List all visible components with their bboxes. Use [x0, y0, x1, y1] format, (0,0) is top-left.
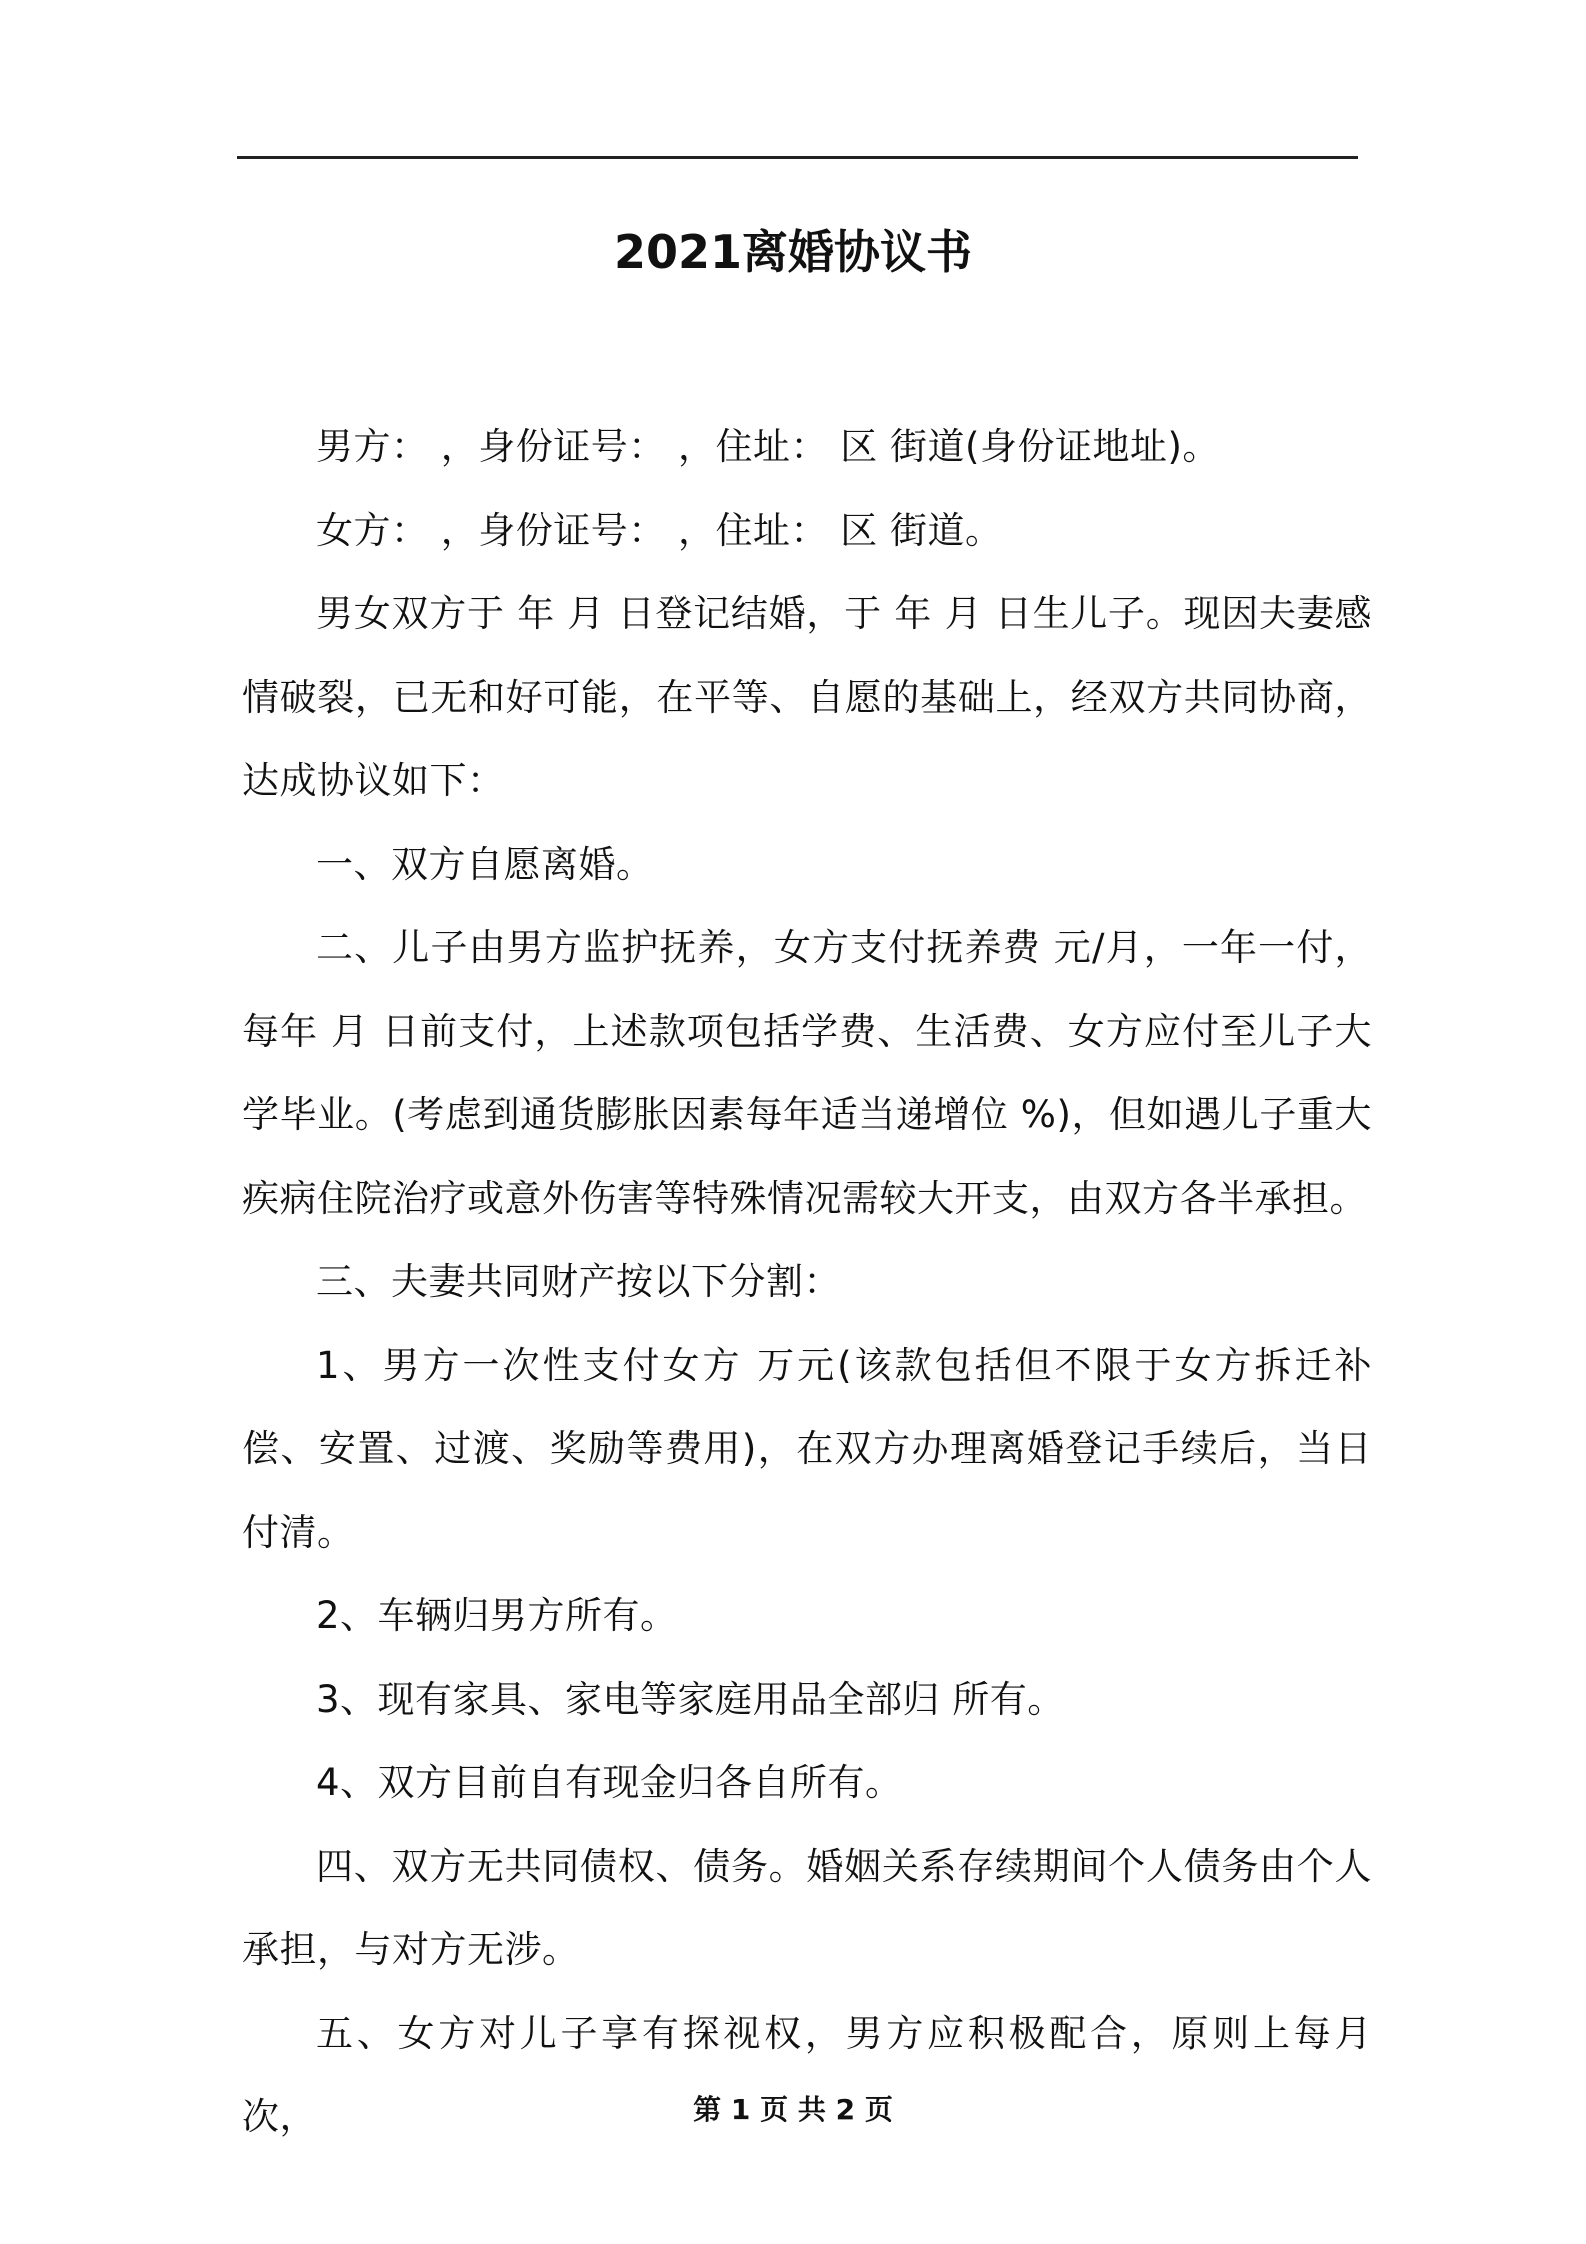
header-rule: [237, 156, 1358, 159]
clause-3-item-2: 2、车辆归男方所有。: [316, 1594, 678, 1637]
clause-3-item-4: 4、双方目前自有现金归各自所有。: [316, 1761, 903, 1804]
clause-3-item-1: 1、男方一次性支付女方 万元(该款包括但不限于女方拆迁补偿、安置、过渡、奖励等费用)，在双方办理离婚登记手续后，当日付清。: [242, 1343, 1372, 1554]
clause-5: 五、女方对儿子享有探视权，男方应积极配合，原则上每月 次，: [242, 2011, 1372, 2138]
paragraph-wife-info: 女方： ，身份证号： ，住址： 区 街道。: [316, 508, 1003, 552]
paragraph-husband-info: 男方： ，身份证号： ，住址： 区 街道(身份证地址)。: [316, 425, 1220, 468]
clause-3: 三、夫妻共同财产按以下分割：: [316, 1260, 841, 1303]
clause-4: 四、双方无共同债权、债务。婚姻关系存续期间个人债务由个人承担，与对方无涉。: [242, 1844, 1372, 1971]
clause-1: 一、双方自愿离婚。: [316, 842, 654, 886]
paragraph-preamble: 男女双方于 年 月 日登记结婚，于 年 月 日生儿子。现因夫妻感情破裂，已无和好可能，在平等、自愿的基础上，经双方共同协商，达成协议如下：: [242, 592, 1372, 802]
page-number: 第 1 页 共 2 页: [693, 2093, 893, 2126]
clause-2: 二、儿子由男方监护抚养，女方支付抚养费 元/月，一年一付，每年 月 日前支付，上述款项包括学费、生活费、女方应付至儿子大学毕业。(考虑到通货膨胀因素每年适当递增位 %)，但如遇儿子重大疾病住院治疗或意外伤害等特殊情况需较大开支，由双方各半承担。: [242, 926, 1372, 1220]
document-body: [242, 405, 1372, 2159]
clause-3-item-3: 3、现有家具、家电等家庭用品全部归 所有。: [316, 1677, 1065, 1721]
document-title: 2021离婚协议书: [613, 225, 973, 279]
